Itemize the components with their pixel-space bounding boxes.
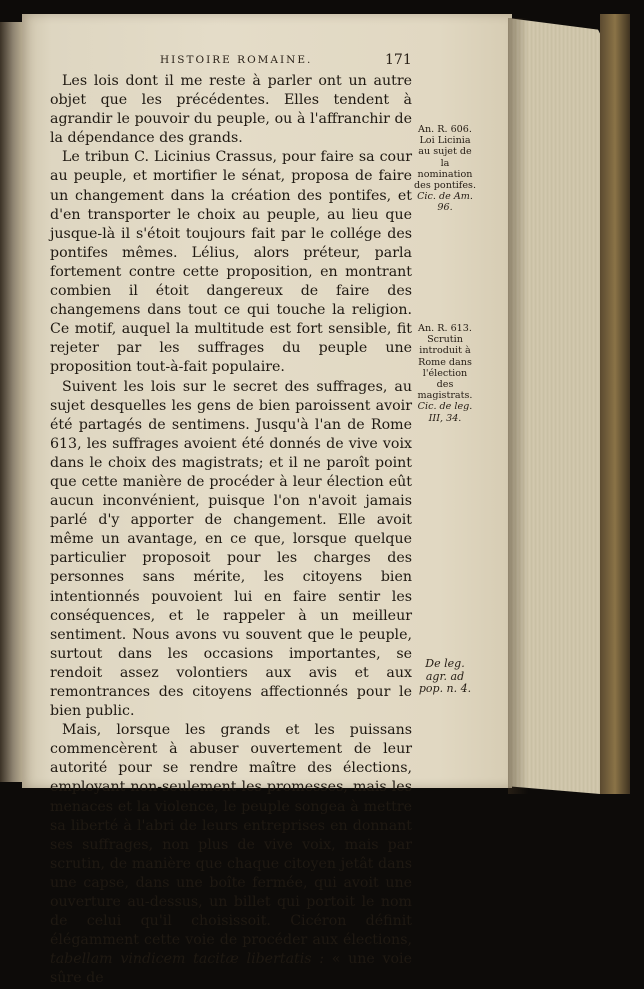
previous-page-edge bbox=[0, 22, 22, 782]
paragraph-1: Les lois dont il me reste à parler ont un autre objet que les précédentes. Elles tendent à agrandir le pouvoir du peuple, ou à l'affranchir de la dépendance des grands. bbox=[50, 73, 412, 147]
margin-note-3-ref: De leg. agr. ad pop. n. 4. bbox=[418, 657, 472, 695]
page-number: 171 bbox=[385, 52, 412, 68]
gutter-shadow bbox=[508, 18, 528, 794]
margin-note-2-ref: Cic. de leg. III, 34. bbox=[417, 401, 473, 424]
margin-note-3 bbox=[414, 658, 476, 696]
body-text bbox=[50, 72, 412, 989]
margin-note-2-year: An. R. 613. bbox=[418, 323, 472, 334]
margin-note-1 bbox=[414, 124, 476, 214]
margin-note-2 bbox=[414, 323, 476, 424]
margin-note-1-text: Loi Licinia au sujet de la nomination des pontifes. bbox=[414, 135, 477, 192]
running-title: HISTOIRE ROMAINE. bbox=[160, 54, 313, 66]
paragraph-2: Le tribun C. Licinius Crassus, pour faire sa cour au peuple, et mortifier le sénat, proposa de faire un changement dans la création des pontifes, et d'en transporter le choix au peuple, au lieu que jusque-là il s'étoit toujours fait par le collége des pontifes mêmes. Lélius, alors préteur, parla fortement contre cette proposition, en montrant combien il étoit dangereux de faire des changemens dans tout ce qui touche la religion. Ce motif, auquel la multitude est fort sensible, fit rejeter par les suffrages du peuple une proposition tout-à-fait populaire. bbox=[50, 149, 412, 376]
book-cover-edge bbox=[600, 14, 630, 794]
paragraph-4 bbox=[50, 721, 412, 988]
margin-note-1-ref: Cic. de Am. 96. bbox=[417, 191, 473, 214]
last-line-rest: « une voie sûre de bbox=[50, 951, 412, 987]
paragraph-4-text: Mais, lorsque les grands et les puissans commencèrent à abuser ouvertement de leur autorité pour se rendre maître des élections, employant non-seulement les promesses, mais les menaces et la violence, le peuple songea à mettre sa liberté à l'abri de leurs entreprises en donnant ses suffrages, non plus de vive voix, mais par scrutin, de manière que chaque citoyen jetât dans une capse, dans une boîte fermée, qui avoit une ouverture au-dessus, un billet qui portoit le nom de celui qu'il choisissoit. Cicéron définit élégamment cette voie de procéder aux élections, bbox=[50, 722, 412, 949]
margin-note-1-year: An. R. 606. bbox=[418, 124, 472, 135]
margin-note-2-text: Scrutin introduit à Rome dans l'élection des magistrats. bbox=[417, 334, 473, 402]
paragraph-3: Suivent les lois sur le secret des suffrages, au sujet desquelles les gens de bien paroissent avoir été partagés de sentimens. Jusqu'à l'an de Rome 613, les suffrages avoient été donnés de vive voix dans le choix des magistrats; et il ne paroît point que cette manière de procéder à leur élection eût aucun inconvénient, puisque l'on n'avoit jamais parlé d'y apporter de changement. Elle avoit même un avantage, en ce que, lorsque quelque particulier proposoit pour les charges des personnes sans mérite, les citoyens bien intentionnés pouvoient lui en faire sentir les conséquences, et le rappeler à un meilleur sentiment. Nous avons vu souvent que le peuple, surtout dans les occasions importantes, se rendoit assez volontiers aux avis et aux remontrances des citoyens affectionnés pour le bien public. bbox=[50, 378, 412, 720]
latin-quote: tabellam vindicem tacitæ libertatis : bbox=[50, 951, 325, 968]
